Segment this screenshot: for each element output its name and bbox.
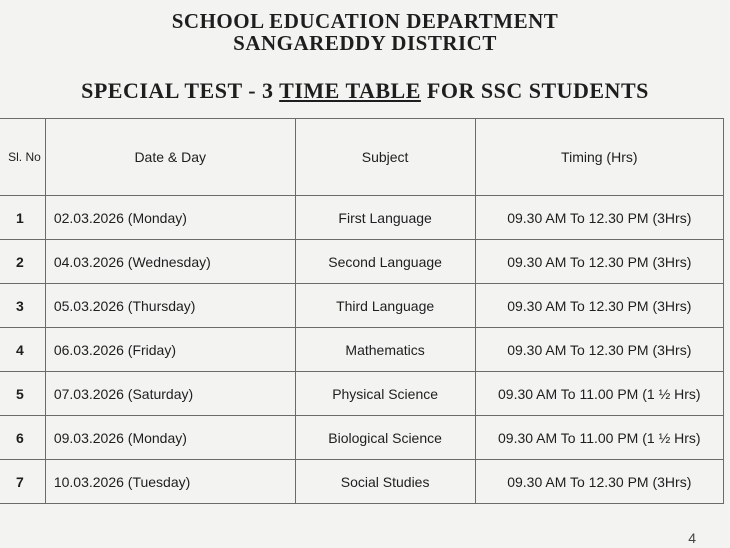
column-header-timing: Timing (Hrs) (475, 119, 723, 196)
table-row (0, 240, 724, 284)
table-row (0, 372, 724, 416)
table-row (0, 196, 724, 240)
district-heading: SANGAREDDY DISTRICT (233, 31, 497, 55)
cell-date: 05.03.2026 (Thursday) (45, 284, 295, 328)
cell-sl-no: 1 (0, 196, 45, 240)
cell-sl-no: 5 (0, 372, 45, 416)
cell-timing: 09.30 AM To 12.30 PM (3Hrs) (475, 328, 723, 372)
cell-date: 06.03.2026 (Friday) (45, 328, 295, 372)
cell-sl-no: 3 (0, 284, 45, 328)
cell-sl-no: 7 (0, 460, 45, 504)
table-header-row (0, 119, 724, 196)
cell-date: 02.03.2026 (Monday) (45, 196, 295, 240)
cell-subject: Physical Science (295, 372, 475, 416)
title-prefix: SPECIAL TEST - 3 (81, 78, 280, 103)
title-underlined: TIME TABLE (279, 78, 421, 103)
cell-subject: Mathematics (295, 328, 475, 372)
cell-date: 09.03.2026 (Monday) (45, 416, 295, 460)
cell-subject: Second Language (295, 240, 475, 284)
timetable-title (0, 78, 730, 104)
table-row (0, 328, 724, 372)
cell-sl-no: 4 (0, 328, 45, 372)
cell-timing: 09.30 AM To 11.00 PM (1 ½ Hrs) (475, 416, 723, 460)
cell-subject: First Language (295, 196, 475, 240)
column-header-sl-no: Sl. No (0, 119, 45, 196)
cell-timing: 09.30 AM To 11.00 PM (1 ½ Hrs) (475, 372, 723, 416)
column-header-date-day: Date & Day (45, 119, 295, 196)
cell-timing: 09.30 AM To 12.30 PM (3Hrs) (475, 240, 723, 284)
cell-timing: 09.30 AM To 12.30 PM (3Hrs) (475, 196, 723, 240)
cell-date: 07.03.2026 (Saturday) (45, 372, 295, 416)
column-header-subject: Subject (295, 119, 475, 196)
cell-subject: Biological Science (295, 416, 475, 460)
cell-timing: 09.30 AM To 12.30 PM (3Hrs) (475, 284, 723, 328)
title-suffix: FOR SSC STUDENTS (420, 78, 649, 103)
cell-sl-no: 2 (0, 240, 45, 284)
timetable (0, 118, 724, 504)
table-row (0, 460, 724, 504)
table-row (0, 284, 724, 328)
cell-date: 10.03.2026 (Tuesday) (45, 460, 295, 504)
cell-date: 04.03.2026 (Wednesday) (45, 240, 295, 284)
department-heading: SCHOOL EDUCATION DEPARTMENT (171, 9, 559, 33)
cell-timing: 09.30 AM To 12.30 PM (3Hrs) (475, 460, 723, 504)
cell-subject: Social Studies (295, 460, 475, 504)
cell-subject: Third Language (295, 284, 475, 328)
cell-sl-no: 6 (0, 416, 45, 460)
table-row (0, 416, 724, 460)
page-mark: 4 (688, 530, 696, 546)
